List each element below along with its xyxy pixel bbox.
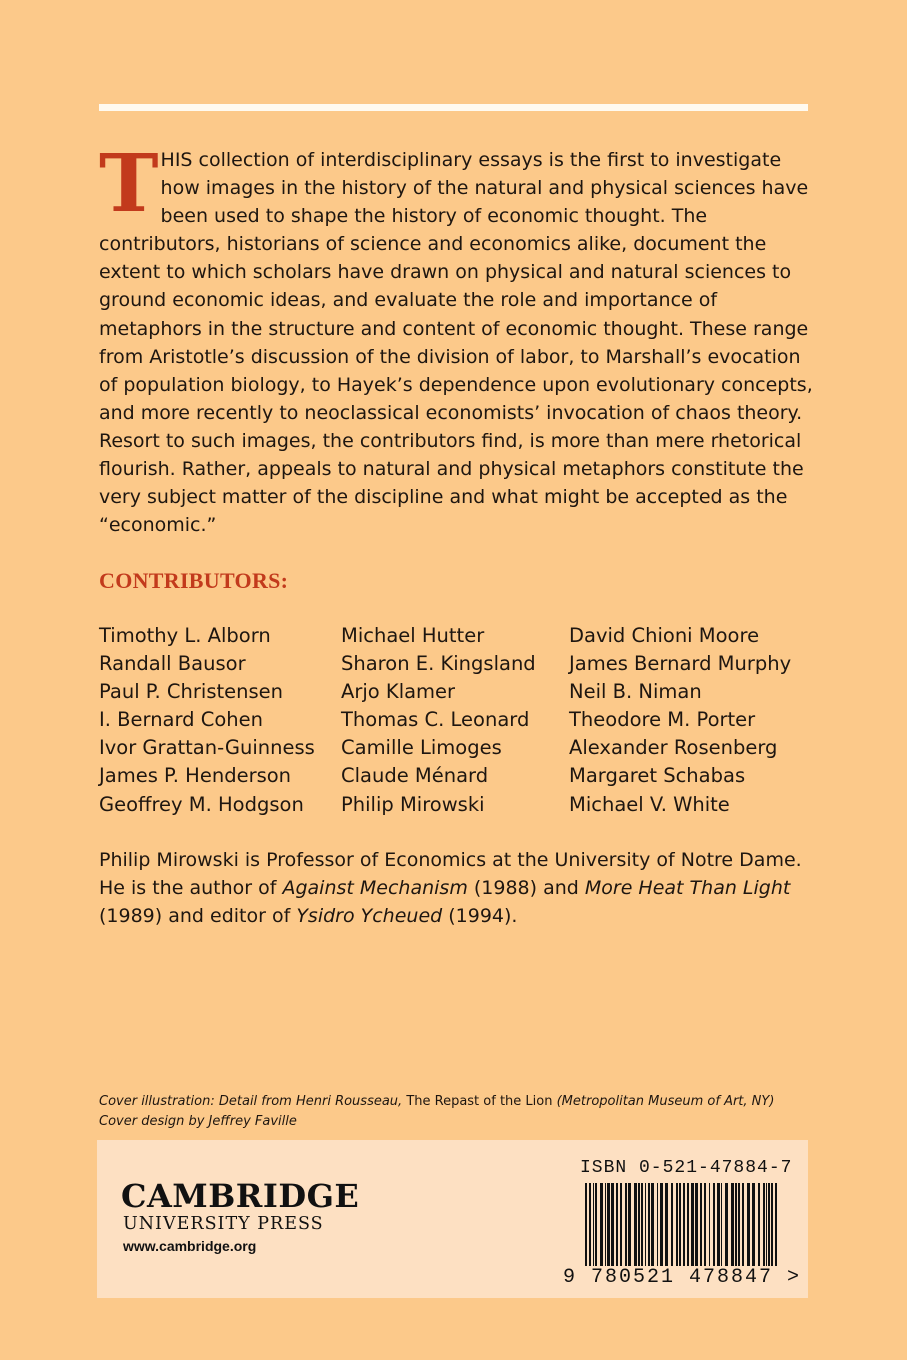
barcode-bar bbox=[657, 1183, 658, 1267]
contributor-name: Geoffrey M. Hodgson bbox=[99, 792, 304, 816]
contributor-name: Alexander Rosenberg bbox=[569, 736, 778, 760]
barcode-bar bbox=[593, 1183, 594, 1267]
publisher-url[interactable]: www.cambridge.org bbox=[123, 1238, 257, 1254]
barcode-bar bbox=[752, 1183, 755, 1267]
publisher-panel bbox=[97, 1140, 808, 1298]
contributor-name: Philip Mirowski bbox=[341, 792, 485, 816]
contributor-name: Arjo Klamer bbox=[341, 680, 456, 704]
contributor-name: Claude Ménard bbox=[341, 764, 489, 788]
barcode-bar bbox=[704, 1183, 706, 1267]
barcode-bar bbox=[600, 1183, 603, 1267]
barcode-bar bbox=[595, 1183, 597, 1267]
barcode-bar bbox=[676, 1183, 678, 1267]
bio-text: (1988) and bbox=[467, 877, 585, 900]
barcode-bar bbox=[709, 1183, 710, 1267]
barcode-bar bbox=[758, 1183, 760, 1267]
contributor-name: James Bernard Murphy bbox=[569, 652, 792, 676]
isbn-label: ISBN 0-521-47884-7 bbox=[580, 1158, 793, 1178]
bio-text: (1994). bbox=[442, 905, 518, 928]
barcode-bar bbox=[660, 1183, 663, 1267]
painting-title: The Repast of the Lion bbox=[406, 1094, 553, 1109]
contributors-heading: CONTRIBUTORS: bbox=[99, 568, 289, 593]
blurb-body: HIS collection of interdisciplinary essays is the first to investigate how images in the history of the natural and physical sciences have been used to shape the history of economic thought. The contributors, historians of science and economics alike, document the extent to which scholars have drawn on physical and natural sciences to ground economic ideas, and evaluate the role and importance of metaphors in the structure and content of economic thought. These range from Aristotle’s discussion of the division of labor, to Marshall’s evocation of population biology, to Hayek’s dependence upon evolutionary concepts, and more recently to neoclassical economists’ invocation of chaos theory. Resort to such images, the contributors find, is more than mere rhetorical flourish. Rather, appeals to natural and physical metaphors constitute the very subject matter of the discipline and what might be accepted as the “economic.” bbox=[99, 149, 813, 537]
contributor-name: Margaret Schabas bbox=[569, 764, 746, 788]
blurb-text bbox=[99, 136, 815, 539]
barcode-bar bbox=[766, 1183, 767, 1267]
barcode-bar bbox=[725, 1183, 728, 1267]
contributor-name: James P. Henderson bbox=[99, 764, 292, 788]
contributor-name: Thomas C. Leonard bbox=[341, 708, 530, 732]
barcode-bar bbox=[763, 1183, 765, 1267]
barcode-bar bbox=[665, 1183, 668, 1267]
contributors-column-1 bbox=[99, 622, 315, 819]
barcode-bar bbox=[700, 1183, 702, 1267]
barcode-bar bbox=[738, 1183, 740, 1267]
contributor-name: Neil B. Niman bbox=[569, 680, 702, 704]
barcode-bar bbox=[648, 1183, 650, 1267]
barcode-bar bbox=[747, 1183, 750, 1267]
contributor-name: Michael Hutter bbox=[341, 624, 485, 647]
barcode-bar bbox=[691, 1183, 694, 1267]
barcode-bar bbox=[671, 1183, 673, 1267]
drop-cap: T bbox=[99, 136, 159, 230]
barcode-bar bbox=[695, 1183, 698, 1267]
barcode-bar bbox=[717, 1183, 720, 1267]
contributors-column-3 bbox=[569, 622, 791, 819]
barcode-bar bbox=[679, 1183, 681, 1267]
barcode-bar bbox=[731, 1183, 734, 1267]
barcode-bar bbox=[611, 1183, 614, 1267]
contributor-name: Camille Limoges bbox=[341, 736, 502, 760]
barcode-bar bbox=[721, 1183, 722, 1267]
barcode-bar bbox=[607, 1183, 610, 1267]
top-rule bbox=[99, 104, 808, 111]
barcode-bar bbox=[625, 1183, 627, 1267]
barcode-bar bbox=[742, 1183, 744, 1267]
barcode-bar bbox=[634, 1183, 637, 1267]
book-title: Against Mechanism bbox=[282, 877, 468, 900]
barcode-bar bbox=[638, 1183, 640, 1267]
cover-credits bbox=[99, 1092, 819, 1132]
barcode-bar bbox=[651, 1183, 654, 1267]
illustration-credit-suffix: (Metropolitan Museum of Art, NY) bbox=[552, 1094, 775, 1109]
barcode-bar bbox=[735, 1183, 737, 1267]
contributor-name: Sharon E. Kingsland bbox=[341, 652, 536, 676]
author-bio bbox=[99, 846, 815, 930]
contributors-column-2 bbox=[341, 622, 536, 819]
barcode-bar bbox=[605, 1183, 606, 1267]
barcode-bar bbox=[628, 1183, 631, 1267]
contributor-name: Michael V. White bbox=[569, 792, 730, 816]
contributor-name: Paul P. Christensen bbox=[99, 680, 284, 704]
barcode-bar bbox=[620, 1183, 622, 1267]
barcode-bar bbox=[713, 1183, 715, 1267]
barcode-digits: 9 780521 478847 > bbox=[563, 1266, 802, 1289]
contributor-name: I. Bernard Cohen bbox=[99, 708, 264, 732]
barcode-bar bbox=[616, 1183, 618, 1267]
design-credit: Cover design by Jeffrey Faville bbox=[99, 1114, 297, 1129]
contributor-name: Timothy L. Alborn bbox=[99, 624, 271, 647]
bio-text: (1989) and editor of bbox=[99, 905, 297, 928]
barcode-bar bbox=[645, 1183, 646, 1267]
contributor-name: David Chioni Moore bbox=[569, 624, 760, 647]
book-title: More Heat Than Light bbox=[584, 877, 791, 900]
contributor-name: Randall Bausor bbox=[99, 652, 246, 676]
illustration-credit: Cover illustration: Detail from Henri Rousseau, bbox=[99, 1094, 407, 1109]
contributor-name: Theodore M. Porter bbox=[569, 708, 756, 732]
publisher-name: CAMBRIDGE bbox=[121, 1177, 360, 1215]
barcode-bar bbox=[768, 1183, 770, 1267]
book-title: Ysidro Ycheued bbox=[296, 905, 443, 928]
barcode-bar bbox=[641, 1183, 643, 1267]
bio-text: Philip Mirowski is Professor of Economics at the University of Notre Dame. He is the author of bbox=[99, 849, 802, 900]
contributor-name: Ivor Grattan-Guinness bbox=[99, 736, 315, 760]
publisher-subtitle: UNIVERSITY PRESS bbox=[123, 1214, 324, 1234]
